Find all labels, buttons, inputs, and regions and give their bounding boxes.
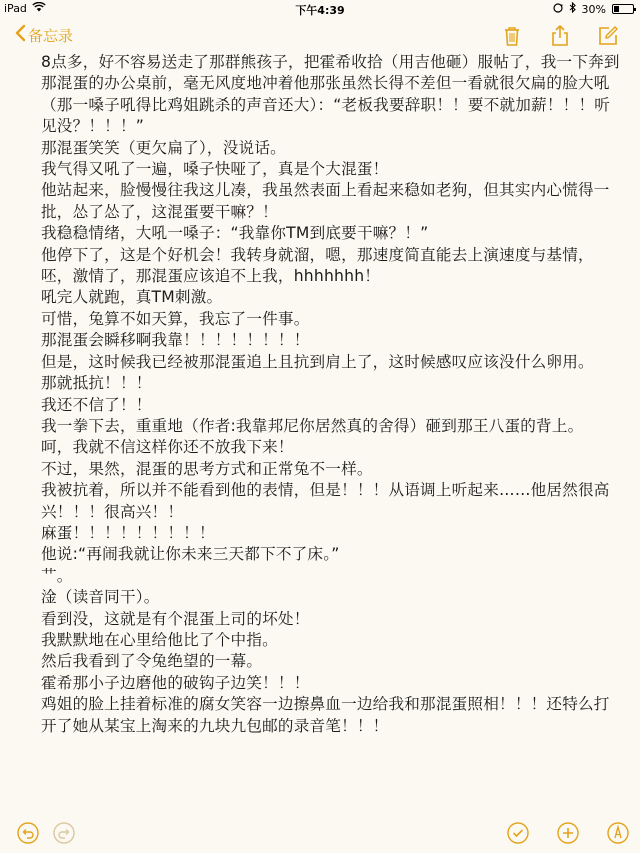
note-paragraph: 我一拳下去，重重地（作者:我靠邦尼你居然真的舍得）砸到那王八蛋的背上。: [41, 416, 584, 435]
battery-icon: [612, 4, 634, 14]
battery-fill: [614, 6, 619, 12]
note-paragraph: 我被抗着，所以并不能看到他的表情，但是！！！从语调上听起来……他居然很高兴！！！很高兴！！: [41, 481, 610, 521]
status-bar: [0, 0, 640, 18]
note-paragraph: 8点多，好不容易送走了那群熊孩子，把霍希收拾（用吉他砸）服帖了，我一下奔到那混蛋的办公桌前，毫无风度地冲着他那张虽然长得不差但一看就很欠扁的脸大吼（那一嗓子吼得比鸡姐跳杀的声音还大）：“老板我要辞职！！要不就加薪！！！听见没？！！！”: [41, 53, 620, 136]
add-icon[interactable]: [556, 821, 580, 845]
undo-icon[interactable]: [16, 821, 40, 845]
note-paragraph: 淦（读音同干）。: [41, 588, 160, 607]
note-paragraph: 可惜，兔算不如天算，我忘了一件事。: [41, 309, 310, 328]
status-right: [553, 2, 634, 16]
nav-bar: [0, 18, 640, 52]
note-paragraph: 吼完人就跑，真TM刺激。: [41, 288, 223, 307]
redo-icon[interactable]: [52, 821, 76, 845]
note-paragraph: 我还不信了！！: [41, 395, 152, 414]
note-paragraph: 鸡姐的脸上挂着标准的腐女笑容一边擦鼻血一边给我和那混蛋照相！！！还特么打开了她从某宝上淘来的九块九包邮的录音笔！！！: [41, 695, 610, 735]
device-label: iPad: [4, 2, 27, 15]
note-paragraph: 不过，果然，混蛋的思考方式和正常兔不一样。: [41, 459, 373, 478]
status-time: 下午4:39: [295, 4, 345, 17]
back-label: 备忘录: [28, 26, 74, 45]
note-paragraph: 霍希那小子边磨他的破钩子边笑！！！: [41, 673, 310, 692]
note-paragraph: 那混蛋笑笑（更欠扁了），没说话。: [41, 138, 286, 157]
toolbar-left: [16, 821, 76, 845]
trash-icon[interactable]: [500, 24, 524, 48]
note-paragraph: 那就抵抗！！！: [41, 374, 152, 393]
note-paragraph: 那混蛋会瞬移啊我靠！！！！！！！！: [41, 331, 310, 350]
bluetooth-icon: [569, 2, 576, 16]
back-button[interactable]: [14, 24, 73, 46]
note-paragraph: 我默默地在心里给他比了个中指。: [41, 630, 278, 649]
note-paragraph: 看到没，这就是有个混蛋上司的坏处！: [41, 609, 310, 628]
compose-icon[interactable]: [596, 24, 620, 48]
checklist-icon[interactable]: [506, 821, 530, 845]
note-paragraph: 他站起来，脸慢慢往我这儿凑，我虽然表面上看起来稳如老狗，但其实内心慌得一批，怂了怂了，这混蛋要干嘛？！: [41, 181, 610, 221]
note-paragraph: 他停下了，这是个好机会！我转身就溜，嗯，那速度简直能去上演速度与基情，呸，激情了，那混蛋应该追不上我，hhhhhhh！: [41, 245, 594, 286]
note-paragraph: 我稳稳情绪，大吼一嗓子：“我靠你TM到底要干嘛？！”: [41, 224, 429, 243]
note-paragraph: 然后我看到了令兔绝望的一幕。: [41, 652, 263, 671]
note-paragraph: 他说:“再闹我就让你未来三天都下不了床。”: [41, 545, 340, 564]
nav-actions: [500, 24, 620, 48]
orientation-lock-icon: [553, 3, 563, 16]
note-paragraph: 艹。: [41, 566, 73, 585]
chevron-left-icon: [14, 24, 26, 46]
share-icon[interactable]: [548, 24, 572, 48]
note-paragraph: 呵，我就不信这样你还不放我下来！: [41, 438, 294, 457]
bottom-toolbar: [0, 813, 640, 853]
note-body[interactable]: [41, 52, 623, 737]
toolbar-right: [506, 821, 630, 845]
sketch-pen-icon[interactable]: [606, 821, 630, 845]
battery-percent: 30%: [581, 2, 606, 16]
note-paragraph: 我气得又吼了一遍，嗓子快哑了，真是个大混蛋！: [41, 160, 389, 179]
note-paragraph: 麻蛋！！！！！！！！！: [41, 523, 215, 542]
note-paragraph: 但是，这时候我已经被那混蛋追上且抗到肩上了，这时候感叹应该没什么卵用。: [41, 352, 594, 371]
